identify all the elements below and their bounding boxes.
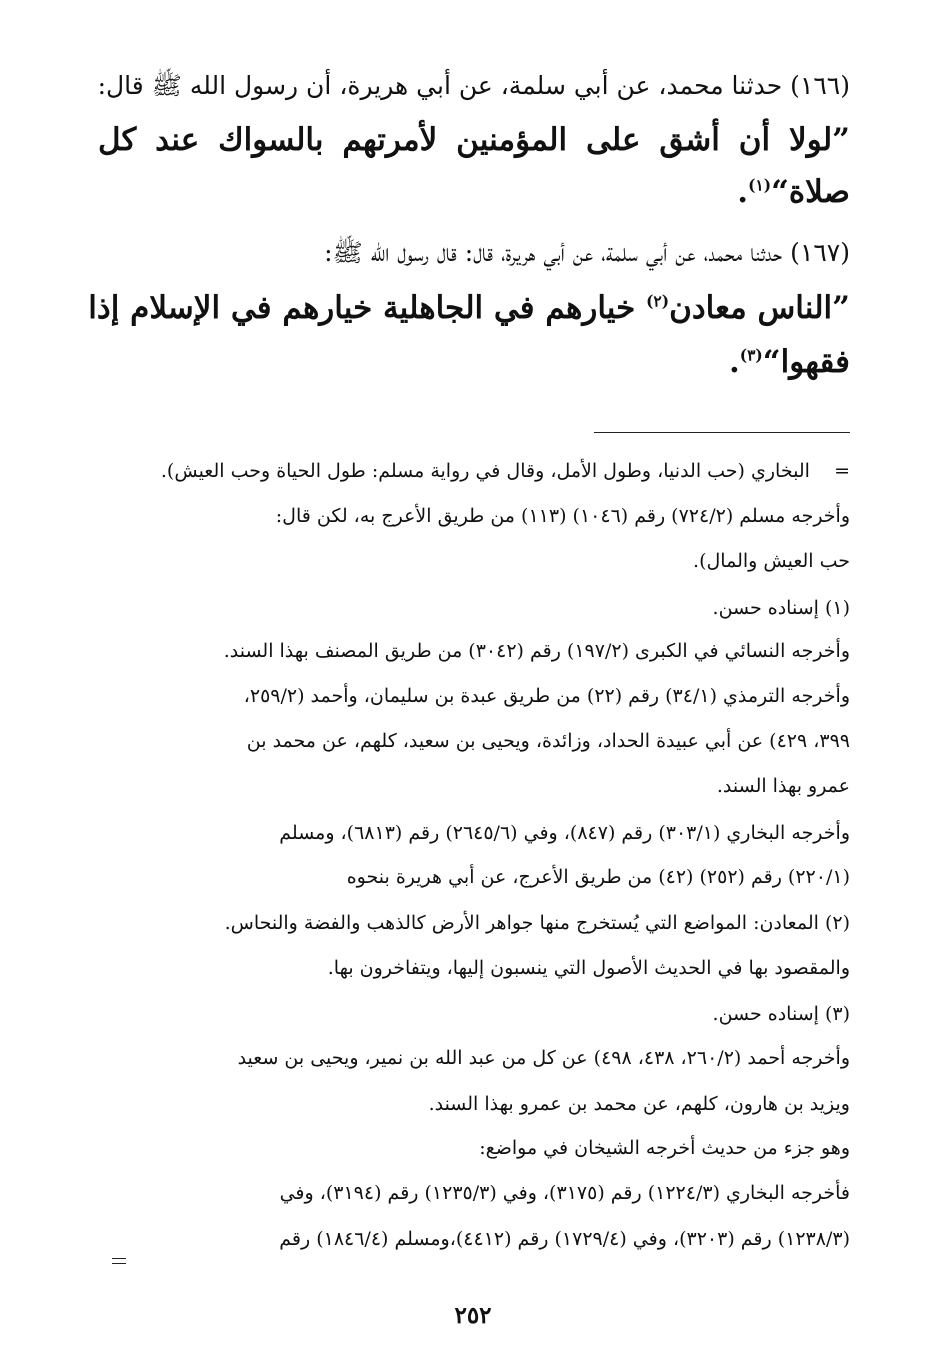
footnote-1-heading: (١) إسناده حسن.: [712, 597, 850, 619]
footnote-separator: [594, 432, 850, 433]
footnote-1-line4: عمرو بهذا السند.: [716, 775, 850, 797]
footnote-3-line4: فأخرجه البخاري (١٢٢٤/٣) رقم (٣١٧٥)، وفي (١٢٣٥/٣) رقم (٣١٩٤)، وفي: [279, 1182, 850, 1204]
footnote-3-line3: وهو جزء من حديث أخرجه الشيخان في مواضع:: [479, 1137, 850, 1159]
footnote-3-line2: ويزيد بن هارون، كلهم، عن محمد بن عمرو بهذا السند.: [428, 1093, 850, 1115]
continuation-marker: =: [834, 460, 850, 482]
hadith-166-period: .: [737, 174, 749, 210]
footnote-3-line1: وأخرجه أحمد (٢٦٠/٢، ٤٣٨، ٤٩٨) عن كل من عبد الله بن نمير، ويحيى بن سعيد: [237, 1047, 850, 1069]
hadith-166-text-line1: ”لولا أن أشق على المؤمنين لأمرتهم بالسواك عند كل: [98, 122, 850, 158]
footnote-continuation-line2: وأخرجه مسلم (٧٢٤/٢) رقم (١٠٤٦) (١١٣) من طريق الأعرج به، لكن قال:: [275, 505, 850, 527]
continuation-mark: [112, 1258, 126, 1264]
footnote-continuation-line3: حب العيش والمال).: [693, 550, 850, 572]
hadith-167-text-a: ”الناس معادن: [669, 290, 850, 326]
hadith-166-intro: (١٦٦) حدثنا محمد، عن أبي سلمة، عن أبي هريرة، أن رسول الله ﷺ قال:: [97, 71, 850, 100]
footnote-1-line5: وأخرجه البخاري (٣٠٣/١) رقم (٨٤٧)، وفي (٢٦٤٥/٦) رقم (٦٨١٣)، ومسلم: [279, 822, 850, 844]
footnote-2-line1: (٢) المعادن: المواضع التي يُستخرج منها جواهر الأرض كالذهب والفضة والنحاس.: [224, 912, 850, 934]
hadith-167-text-end: فقهوا“: [762, 344, 850, 380]
footnote-1-line2: وأخرجه الترمذي (٣٤/١) رقم (٢٢) من طريق عبدة بن سليمان، وأحمد (٢٥٩/٢،: [243, 685, 850, 707]
page-number: ٢٥٢: [454, 1302, 492, 1329]
continuation-text: البخاري (حب الدنيا، وطول الأمل، وقال في رواية مسلم: طول الحياة وحب العيش).: [160, 460, 810, 482]
footnote-ref-2: (٢): [646, 291, 670, 311]
footnote-ref-3: (٣): [739, 345, 763, 365]
footnote-continuation-line1: [98, 460, 850, 482]
hadith-166-text-end: صلاة“: [771, 174, 850, 210]
footnote-3-line5: (١٢٣٨/٣) رقم (٣٢٠٣)، وفي (١٧٢٩/٤) رقم (٤٤١٢)،ومسلم (١٨٤٦/٤) رقم: [279, 1228, 850, 1250]
hadith-166-text-line2: [98, 174, 850, 210]
hadith-167-text-line1: [88, 290, 850, 326]
footnote-3-heading: (٣) إسناده حسن.: [712, 1003, 850, 1025]
hadith-167-intro: (١٦٧) حدثنا محمد، عن أبي سلمة، عن أبي هريرة، قال: قال رسول الله ﷺ:: [324, 238, 850, 267]
footnote-1-line6: (٢٢٠/١) رقم (٢٥٢) (٤٢) من طريق الأعرج، عن أبي هريرة بنحوه: [346, 866, 850, 888]
footnote-2-line2: والمقصود بها في الحديث الأصول التي ينسبون إليها، ويتفاخرون بها.: [327, 957, 850, 979]
footnote-1-line3: ٣٩٩، ٤٢٩) عن أبي عبيدة الحداد، وزائدة، ويحيى بن سعيد، كلهم، عن محمد بن: [246, 730, 850, 752]
footnote-ref-1: (١): [748, 175, 772, 195]
hadith-167-text-b: خيارهم في الجاهلية خيارهم في الإسلام إذا: [88, 290, 647, 326]
footnote-1-line1: وأخرجه النسائي في الكبرى (١٩٧/٢) رقم (٣٠٤٢) من طريق المصنف بهذا السند.: [223, 640, 850, 662]
hadith-167-text-line2: [98, 344, 850, 380]
hadith-167-period: .: [728, 344, 740, 380]
